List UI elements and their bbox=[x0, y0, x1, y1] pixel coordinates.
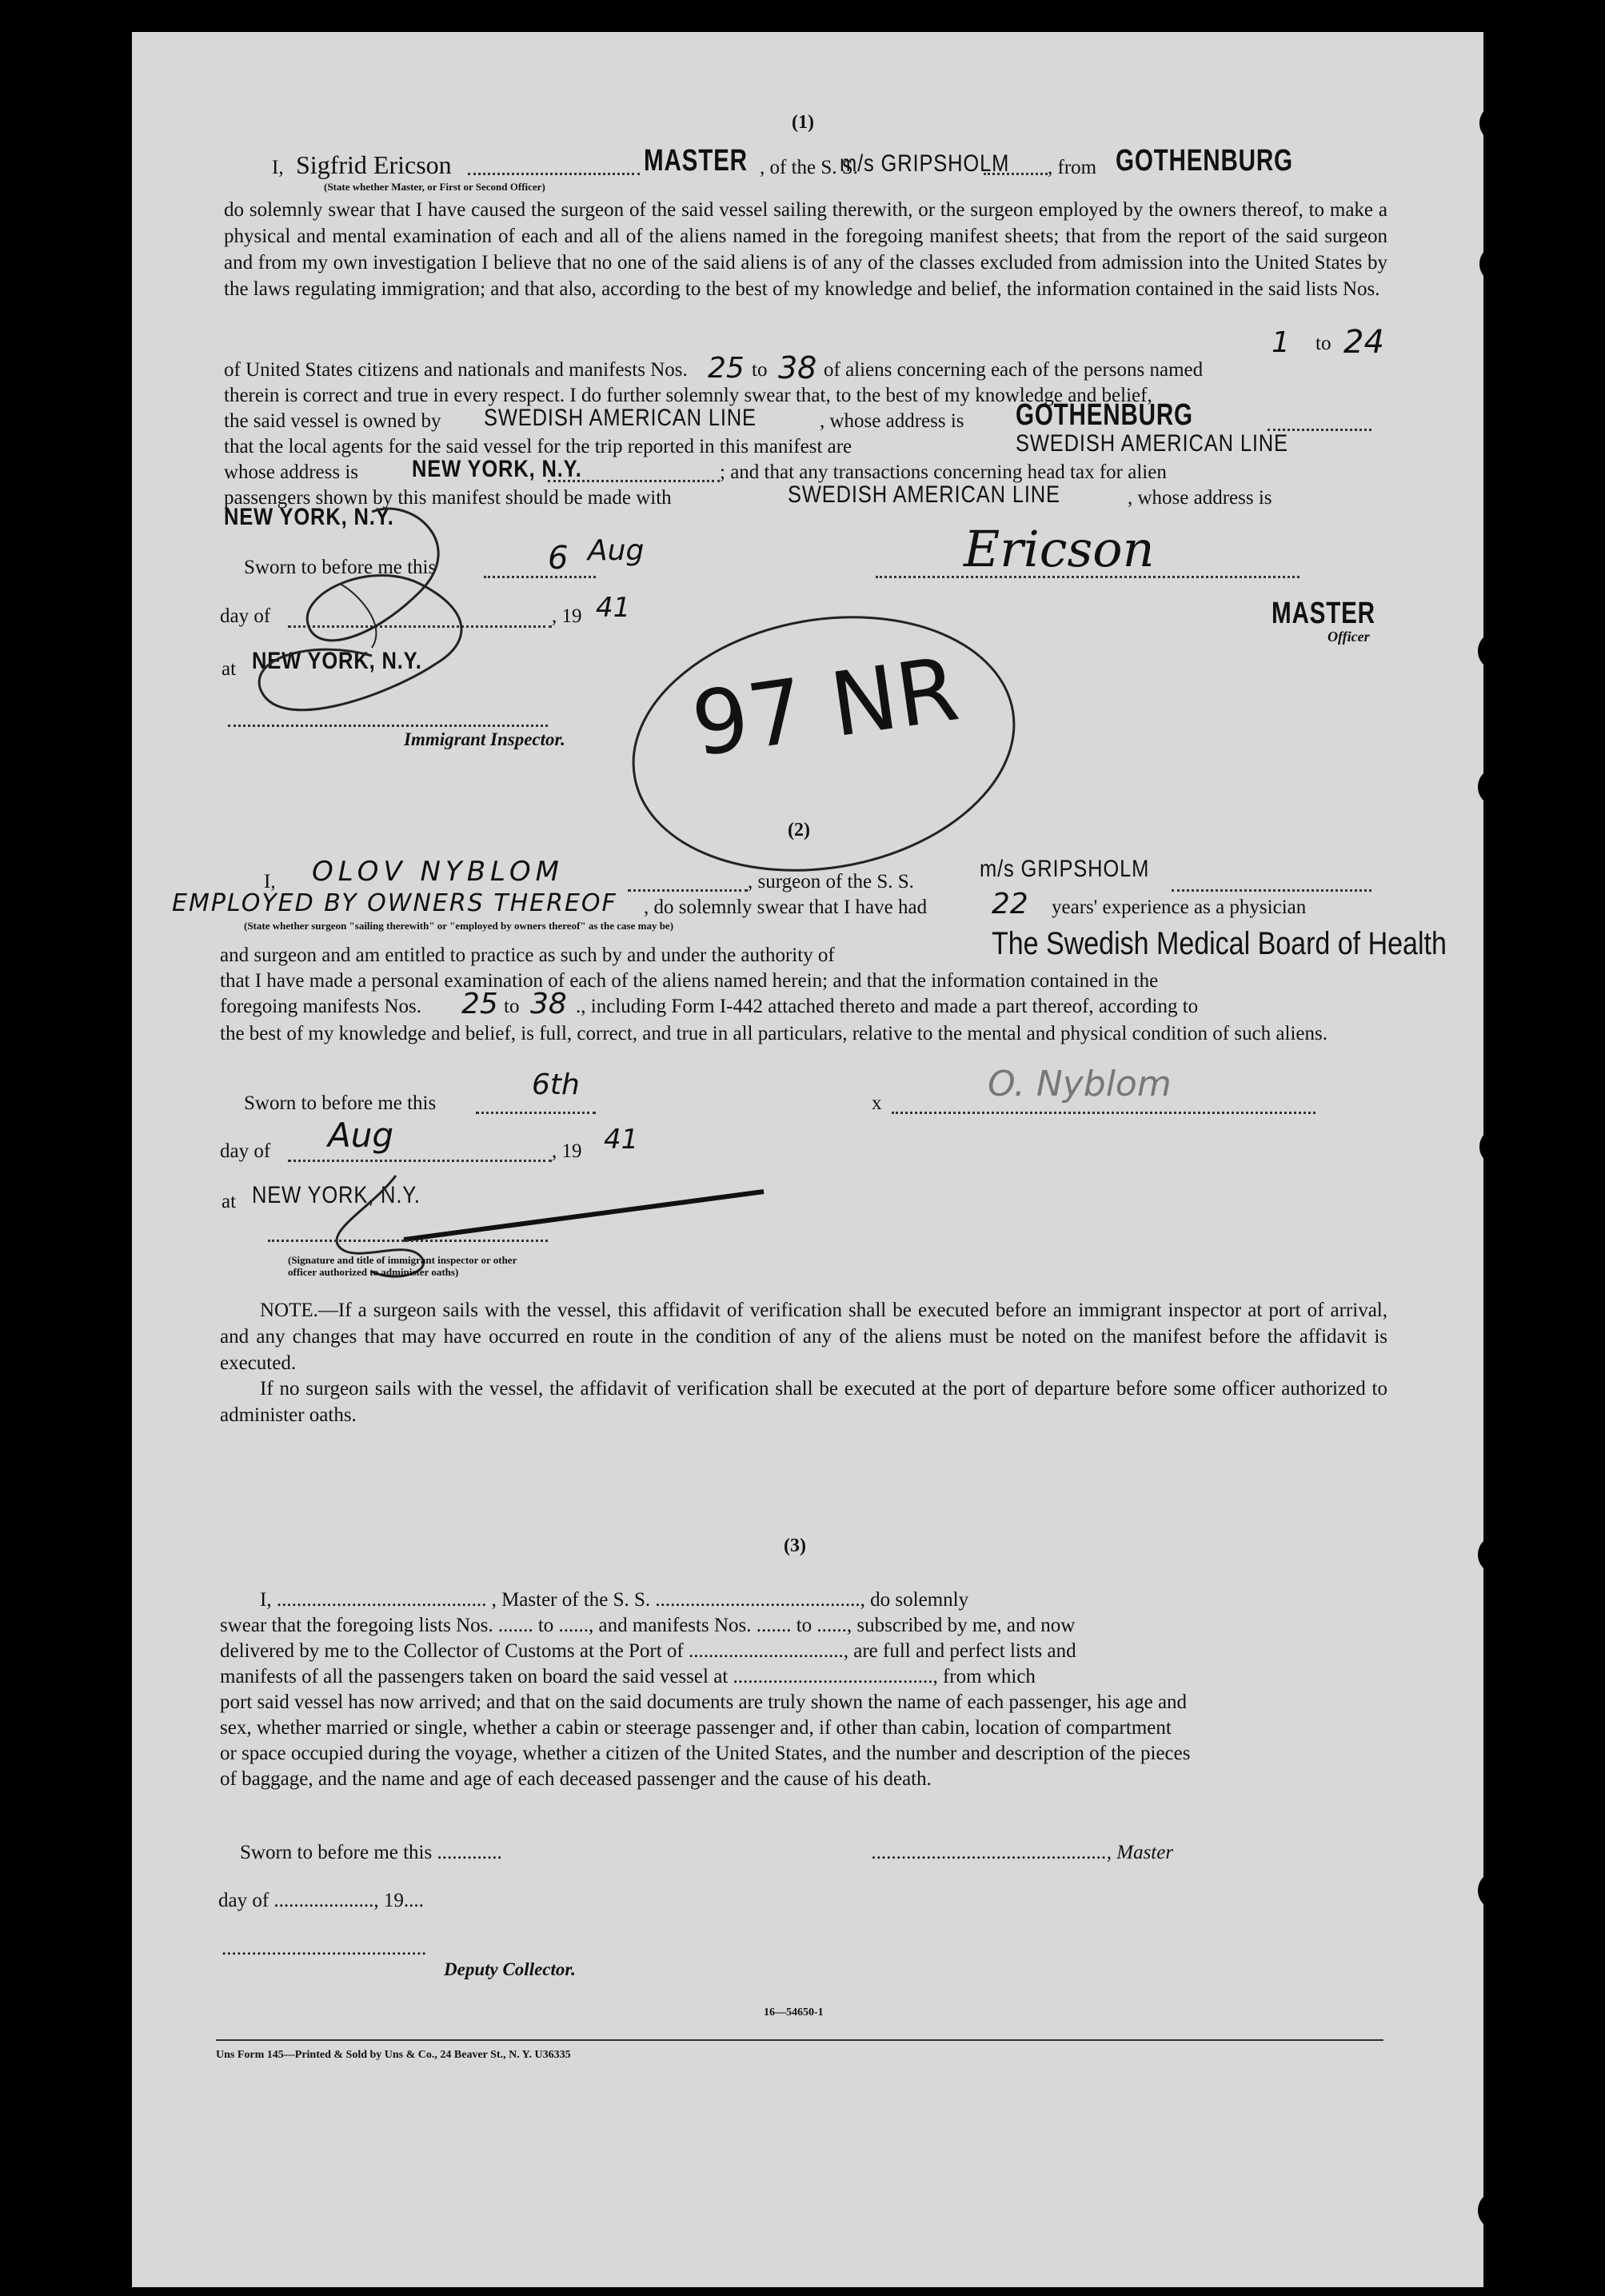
s2-state-note: (State whether surgeon "sailing therewith" or "employed by owners thereof" as the case may be) bbox=[244, 920, 674, 932]
s1-line-f2: ; and that any transactions concerning head tax for alien bbox=[720, 461, 1167, 483]
s1-line-c: therein is correct and true in every respect. I do further solemnly swear that, to the best of my knowledge and belief, bbox=[224, 385, 1152, 406]
s2-dots-ship bbox=[1172, 889, 1371, 892]
s2-line-b1: and surgeon and am entitled to practice as such by and under the authority of bbox=[220, 944, 835, 966]
section-3-number: (3) bbox=[784, 1535, 806, 1556]
section-2-number: (2) bbox=[788, 820, 810, 841]
s3-line-e: port said vessel has now arrived; and that on the said documents are truly shown the name of each passenger, his age and bbox=[220, 1691, 1188, 1713]
s2-dots-name bbox=[628, 889, 748, 892]
s1-line-d1: the said vessel is owned by bbox=[224, 410, 441, 432]
s2-sworn: Sworn to before me this bbox=[244, 1092, 437, 1114]
s2-dayof: day of bbox=[220, 1140, 271, 1162]
s2-dots-signature bbox=[892, 1112, 1316, 1114]
s2-at-place: NEW YORK, N.Y. bbox=[252, 1182, 421, 1208]
s1-i: I, bbox=[272, 157, 284, 178]
s2-sworn-day: 6th bbox=[532, 1068, 580, 1101]
s2-ship: m/s GRIPSHOLM bbox=[980, 856, 1150, 882]
s2-authority: The Swedish Medical Board of Health bbox=[992, 926, 1447, 961]
s2-note2: If no surgeon sails with the vessel, the affidavit of verification shall be executed at the port of departure before some officer authorized to administer oaths. bbox=[220, 1378, 1387, 1426]
manifest-page bbox=[132, 32, 1483, 2287]
section-1-number: (1) bbox=[792, 112, 814, 133]
s1-ship: m/s GRIPSHOLM bbox=[840, 150, 1010, 177]
s2-sig-note: (Signature and title of immigrant inspector or other officer authorized to administer oaths) bbox=[288, 1254, 517, 1278]
s3-line-h: of baggage, and the name and age of each deceased passenger and the cause of his death. bbox=[220, 1768, 932, 1790]
s1-manifest-from: 25 bbox=[708, 352, 745, 385]
s1-of-the-ss: , of the S. S. bbox=[760, 157, 858, 178]
s2-i: I, bbox=[264, 871, 276, 892]
s1-head-tax-address: NEW YORK, N.Y. bbox=[224, 504, 394, 530]
s1-agents: SWEDISH AMERICAN LINE bbox=[1016, 430, 1288, 457]
s2-year: 41 bbox=[604, 1124, 639, 1156]
s1-circle-mark: 97 NR bbox=[685, 637, 964, 777]
s1-inspector-label: Immigrant Inspector. bbox=[404, 729, 565, 749]
s2-manifest-from: 25 bbox=[461, 988, 498, 1020]
s1-year: 41 bbox=[596, 592, 631, 624]
s2-sworn-month: Aug bbox=[328, 1116, 394, 1155]
s2-years: 22 bbox=[992, 888, 1028, 920]
s1-to2: to bbox=[752, 359, 768, 381]
s1-rank-stamp: MASTER bbox=[644, 144, 748, 178]
s2-line-e: the best of my knowledge and belief, is full, correct, and true in all particulars, relative to the mental and physical condition of such aliens. bbox=[220, 1023, 1328, 1044]
s1-agents-address: NEW YORK, N.Y. bbox=[412, 456, 582, 482]
s2-dots-inspector bbox=[268, 1240, 548, 1242]
s2-dots-sworn bbox=[476, 1112, 596, 1114]
s1-line-g2: , whose address is bbox=[1128, 487, 1272, 509]
s1-state-note: (State whether Master, or First or Second Officer) bbox=[324, 181, 545, 193]
s1-at: at bbox=[222, 658, 237, 680]
s3-line-g: or space occupied during the voyage, whether a citizen of the United States, and the number and description of the pieces bbox=[220, 1743, 1191, 1764]
s2-line-d2: ., including Form I-442 attached thereto and made a part thereof, according to bbox=[576, 996, 1199, 1017]
s1-lists-to: 24 bbox=[1343, 324, 1384, 361]
s1-owner-address: GOTHENBURG bbox=[1016, 398, 1193, 432]
s2-x-mark: x bbox=[872, 1092, 882, 1114]
punch-hole bbox=[1478, 2191, 1483, 2230]
s1-sworn: Sworn to before me this bbox=[244, 557, 437, 578]
s3-line-d: manifests of all the passengers taken on board the said vessel at ........................................, from which bbox=[220, 1666, 1036, 1687]
s1-port-stamp: GOTHENBURG bbox=[1116, 144, 1293, 178]
s3-line-f: sex, whether married or single, whether a cabin or steerage passenger and, if other than cabin, location of compartment bbox=[220, 1717, 1172, 1739]
s1-from: , from bbox=[1048, 157, 1097, 178]
s1-year-prefix: , 19 bbox=[552, 605, 582, 627]
s2-year-prefix: , 19 bbox=[552, 1140, 582, 1162]
s2-manifest-to: 38 bbox=[530, 988, 567, 1020]
s1-officer-stamp: MASTER bbox=[1272, 597, 1375, 630]
s1-sworn-day: 6 bbox=[548, 540, 569, 577]
s1-head-tax-agent: SWEDISH AMERICAN LINE bbox=[788, 481, 1060, 508]
s1-handwriting-strokes bbox=[132, 32, 1483, 992]
form-number: 16—54650-1 bbox=[764, 2007, 824, 2018]
s1-master-name: Sigfrid Ericson bbox=[296, 150, 452, 179]
s2-handwriting-strokes bbox=[132, 1136, 932, 1296]
s3-dayof: day of ...................., 19.... bbox=[218, 1890, 424, 1911]
s2-surgeon-of: , surgeon of the S. S. bbox=[748, 871, 914, 892]
s2-line-c: that I have made a personal examination of each of the aliens named herein; and that the information contained in the bbox=[220, 970, 1159, 992]
footer-rule bbox=[216, 2039, 1383, 2041]
s1-to: to bbox=[1316, 333, 1332, 354]
s3-line-a: I, .......................................... , Master of the S. S. ........................................., do solemnly bbox=[260, 1589, 969, 1611]
s1-line-b1: of United States citizens and nationals and manifests Nos. bbox=[224, 359, 688, 381]
punch-hole bbox=[1478, 1535, 1483, 1574]
s3-line-c: delivered by me to the Collector of Customs at the Port of ..............................., are full and perfect lists and bbox=[220, 1640, 1076, 1662]
punch-hole bbox=[1479, 1128, 1483, 1166]
s3-line-b: swear that the foregoing lists Nos. ....... to ......, and manifests Nos. ....... to ......, subscribed by me, and now bbox=[220, 1615, 1076, 1636]
s1-line-b2: of aliens concerning each of the persons named bbox=[824, 359, 1204, 381]
s2-swear: , do solemnly swear that I have had bbox=[644, 896, 928, 918]
s1-line-g1: passengers shown by this manifest should be made with bbox=[224, 487, 672, 509]
s1-line-d2: , whose address is bbox=[820, 410, 964, 432]
s2-surgeon-name: OLOV NYBLOM bbox=[312, 856, 565, 888]
s3-sworn: Sworn to before me this ............. bbox=[240, 1842, 502, 1863]
s2-signature: O. Nyblom bbox=[988, 1064, 1172, 1104]
s2-years-text: years' experience as a physician bbox=[1052, 896, 1307, 918]
s1-body-a: do solemnly swear that I have caused the surgeon of the said vessel sailing therewith, or the surgeon employed by the owners thereof, to make a physical and mental examination of each and all of the aliens named in the foregoing manifest sheets; that from the report of the said surgeon and from my own investigation I believe that no one of the said aliens is of any of the classes excluded from admission into the United States by the laws regulating immigration; and that also, according to the best of my knowledge and belief, the information contained in the said lists Nos. bbox=[224, 199, 1387, 300]
s1-manifest-to: 38 bbox=[778, 350, 817, 385]
s3-collector-label: Deputy Collector. bbox=[444, 1959, 576, 1979]
s1-officer-label: Officer bbox=[1328, 629, 1370, 645]
s2-note: NOTE.—If a surgeon sails with the vessel, this affidavit of verification shall be executed before an immigrant inspector at port of arrival, and any changes that may have occurred en route in the condition of any of the aliens must be noted on the manifest before the affidavit is executed. bbox=[220, 1300, 1387, 1374]
printer-line: Uns Form 145—Printed & Sold by Uns & Co., 24 Beaver St., N. Y. U36335 bbox=[216, 2049, 571, 2061]
s1-owner: SWEDISH AMERICAN LINE bbox=[484, 405, 757, 431]
s1-line-e1: that the local agents for the said vessel for the trip reported in this manifest are bbox=[224, 436, 852, 457]
s2-employed: EMPLOYED BY OWNERS THEREOF bbox=[172, 889, 617, 917]
s2-to: to bbox=[504, 996, 520, 1017]
s2-line-d1: foregoing manifests Nos. bbox=[220, 996, 422, 1017]
s1-line-f1: whose address is bbox=[224, 461, 359, 483]
punch-hole bbox=[1478, 1871, 1483, 1910]
s1-at-place: NEW YORK, N.Y. bbox=[252, 648, 422, 674]
s2-at: at bbox=[222, 1191, 237, 1212]
s1-sworn-month: Aug bbox=[588, 534, 645, 567]
s3-collector-dots: ......................................... bbox=[222, 1938, 427, 1959]
s1-signature: Ericson bbox=[964, 520, 1155, 578]
s1-dayof: day of bbox=[220, 605, 271, 627]
s1-lists-from: 1 bbox=[1272, 326, 1290, 359]
s3-master-line: ..............................................., Master bbox=[872, 1842, 1174, 1863]
